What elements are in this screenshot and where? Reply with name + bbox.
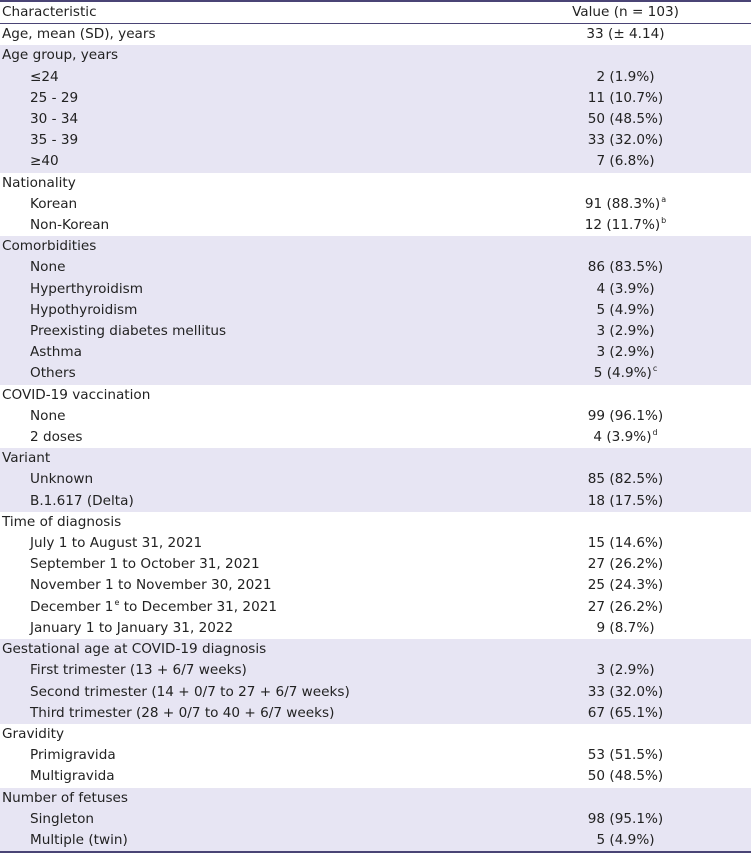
footnote-marker: b (661, 216, 667, 226)
footnote-marker: c (652, 364, 658, 374)
table-row (0, 257, 751, 278)
label-text: to December 31, 2021 (119, 598, 278, 615)
table-row (0, 321, 751, 342)
row-value: 5 (4.9%) (596, 831, 655, 848)
section-header-row (0, 788, 751, 809)
header-value: Value (n = 103) (572, 4, 679, 20)
table-row (0, 469, 751, 490)
row-label: 35 - 39 (30, 132, 79, 149)
table-row (0, 300, 751, 321)
table-row (0, 766, 751, 787)
label-text: December 1 (30, 598, 114, 615)
row-value (500, 427, 751, 448)
section-label: Time of diagnosis (2, 513, 122, 530)
table-row (0, 703, 751, 724)
row-label: 30 - 34 (30, 111, 79, 128)
row-value: 85 (82.5%) (587, 471, 664, 488)
row-label: July 1 to August 31, 2021 (30, 535, 203, 552)
table-row (0, 406, 751, 427)
section-label: COVID-19 vaccination (2, 386, 151, 403)
row-value: 27 (26.2%) (587, 556, 664, 573)
row-value: 9 (8.7%) (596, 619, 655, 636)
table-row (0, 67, 751, 88)
table-row (0, 491, 751, 512)
footnote-marker: e (114, 597, 120, 607)
row-label: First trimester (13 + 6/7 weeks) (30, 662, 247, 679)
row-label: Non-Korean (30, 217, 110, 234)
row-label: Korean (30, 195, 78, 212)
table-row (0, 88, 751, 109)
section-header-row (0, 236, 751, 257)
section-label: Number of fetuses (2, 789, 128, 806)
row-label: 2 doses (30, 429, 83, 446)
table-row (0, 427, 751, 448)
footnote-marker: a (661, 194, 667, 204)
row-label: January 1 to January 31, 2022 (30, 619, 234, 636)
table-row (0, 533, 751, 554)
row-label: Multiple (twin) (30, 831, 128, 848)
section-label: Comorbidities (2, 238, 97, 255)
table-row (0, 575, 751, 596)
row-label: Age, mean (SD), years (2, 26, 156, 43)
section-header-row (0, 385, 751, 406)
row-value: 86 (83.5%) (587, 259, 664, 276)
row-label: Multigravida (30, 768, 115, 785)
value-text: 5 (4.9%) (593, 365, 652, 382)
value-text: 91 (88.3%) (584, 195, 661, 212)
row-value: 50 (48.5%) (587, 111, 664, 128)
row-value: 67 (65.1%) (587, 704, 664, 721)
row-value: 3 (2.9%) (596, 323, 655, 340)
row-label: Second trimester (14 + 0/7 to 27 + 6/7 weeks) (30, 683, 350, 700)
section-label: Variant (2, 450, 51, 467)
table-row (0, 597, 751, 618)
table-row (0, 151, 751, 172)
row-value (500, 215, 751, 236)
row-label: November 1 to November 30, 2021 (30, 577, 272, 594)
row-label: Singleton (30, 810, 95, 827)
value-text: 4 (3.9%) (593, 429, 652, 446)
table-row (0, 830, 751, 852)
table-row (0, 809, 751, 830)
table-row (0, 745, 751, 766)
table-row (0, 363, 751, 384)
table-row (0, 554, 751, 575)
row-label: September 1 to October 31, 2021 (30, 556, 260, 573)
row-value: 4 (3.9%) (596, 280, 655, 297)
row-value (500, 194, 751, 215)
row-label: Asthma (30, 344, 82, 361)
row-value: 2 (1.9%) (596, 68, 655, 85)
footnote-marker: d (652, 428, 658, 438)
row-value: 33 (32.0%) (587, 132, 664, 149)
section-header-row (0, 724, 751, 745)
section-label: Nationality (2, 174, 76, 191)
row-label: Hyperthyroidism (30, 280, 143, 297)
row-value: 50 (48.5%) (587, 768, 664, 785)
section-header-row (0, 639, 751, 660)
section-header-row (0, 448, 751, 469)
header-row (0, 1, 751, 24)
row-value: 7 (6.8%) (596, 153, 655, 170)
row-value: 18 (17.5%) (587, 492, 664, 509)
row-label: Primigravida (30, 747, 116, 764)
table-row (0, 618, 751, 639)
section-header-row (0, 45, 751, 66)
row-value: 99 (96.1%) (587, 407, 664, 424)
row-label: Unknown (30, 471, 94, 488)
row-value: 3 (2.9%) (596, 344, 655, 361)
table-row (0, 660, 751, 681)
row-label: Third trimester (28 + 0/7 to 40 + 6/7 weeks) (30, 704, 335, 721)
row-value: 3 (2.9%) (596, 662, 655, 679)
row-value: 33 (± 4.14) (586, 26, 665, 43)
row-label (0, 597, 500, 618)
table-row (0, 194, 751, 215)
row-value: 98 (95.1%) (587, 810, 664, 827)
row-value: 27 (26.2%) (587, 598, 664, 615)
header-characteristic: Characteristic (2, 4, 97, 20)
row-label: None (30, 259, 66, 276)
value-text: 12 (11.7%) (584, 217, 661, 234)
row-value: 11 (10.7%) (587, 89, 664, 106)
row-value: 25 (24.3%) (587, 577, 664, 594)
row-value: 15 (14.6%) (587, 535, 664, 552)
row-label: Preexisting diabetes mellitus (30, 323, 227, 340)
row-label: Hypothyroidism (30, 301, 138, 318)
table-row (0, 682, 751, 703)
table-row (0, 342, 751, 363)
row-value (500, 363, 751, 384)
row-label: 25 - 29 (30, 89, 79, 106)
row-label: B.1.617 (Delta) (30, 492, 134, 509)
row-label: ≥40 (30, 153, 59, 170)
section-label: Age group, years (2, 47, 119, 64)
table-row (0, 279, 751, 300)
row-value: 33 (32.0%) (587, 683, 664, 700)
table-row (0, 215, 751, 236)
row-value: 5 (4.9%) (596, 301, 655, 318)
table-row (0, 24, 751, 46)
section-header-row (0, 512, 751, 533)
section-header-row (0, 173, 751, 194)
table-row (0, 109, 751, 130)
table-row (0, 130, 751, 151)
row-label: ≤24 (30, 68, 59, 85)
section-label: Gravidity (2, 725, 65, 742)
row-label: None (30, 407, 66, 424)
section-label: Gestational age at COVID-19 diagnosis (2, 641, 267, 658)
row-label: Others (30, 365, 76, 382)
row-value: 53 (51.5%) (587, 747, 664, 764)
